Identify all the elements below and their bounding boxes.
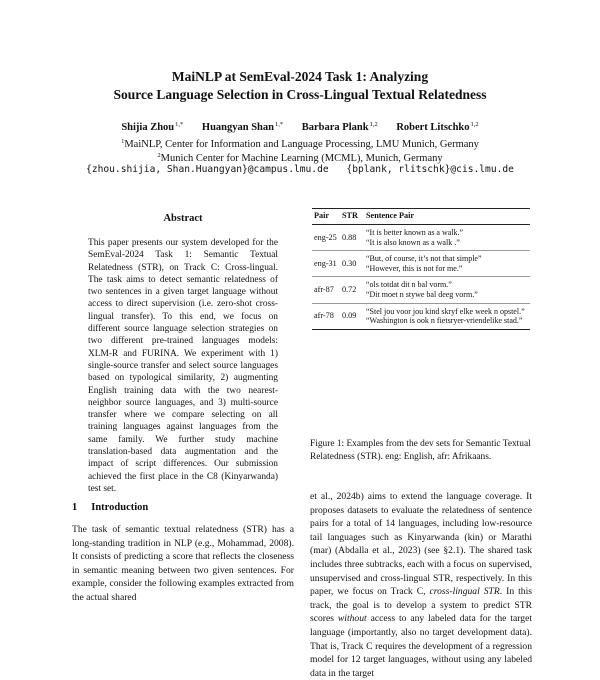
section-heading: 1 Introduction <box>72 502 149 513</box>
table-row: afr-78 0.09 “Stel jou voor jou kind skryf elke week n opstel.” “Washington is ook n fietsryer-vriendelike stad.” <box>312 303 530 329</box>
body-text-right: et al., 2024b) aims to extend the language coverage. It proposes datasets to evaluate the relatedness of sentence pairs for a total of 14 languages, including low-resource tail languages such as Kinyarwanda (kin) or Marathi (mar) (Abdalla et al., 2023) (see §2.1). The shared task includes three subtracks, each with a focus on supervised, unsupervised and cross-lingual STR, respectively. In this paper, we focus on Track C, cross-lingual STR. In this track, the goal is to develop a system to predict STR scores without access to any labeled data for the target language (importantly, also no target development data). That is, Track C requires the development of a regression model for 12 target languages, without using any labeled data in the target <box>310 491 532 679</box>
title-line-2: Source Language Selection in Cross-Lingual Textual Relatedness <box>113 87 487 102</box>
column-header-pair: Pair <box>312 209 340 225</box>
affiliation-2: $^2$Munich Center for Machine Learning (MCML), Munich, Germany <box>157 152 443 164</box>
intro-text: The task of semantic textual relatedness (STR) has a long-standing tradition in NLP (e.g., Mohammad, 2008). It consists of predicting a score that reflects the closeness in semantic meaning between two given sentences. For example, consider the following examples extracted from the actual shared <box>72 524 294 603</box>
paper-title <box>0 68 600 104</box>
abstract-text: This paper presents our system developed for the SemEval-2024 Task 1: Semantic Textual Relatedness (STR), on Track C: Cross-lingual. The task aims to detect semantic relatedness of two sentences in a given target language without access to direct supervision (i.e. zero-shot cross-lingual transfer). To this end, we focus on different source language selection strategies on two different pre-trained languages models: XLM-R and FURINA. We experiment with 1) single-source transfer and select source languages based on typological similarity, 2) augmenting English training data with the two nearest-neighbor source languages, and 3) multi-source transfer where we compare selecting on all training languages against languages from the same family. We further study machine translation-based data augmentation and the impact of script differences. Our submission achieved the first place in the C8 (Kinyarwanda) test set. <box>88 238 278 494</box>
author: Huangyan Shan$^{1,*}$ <box>201 121 284 133</box>
figure-caption: Figure 1: Examples from the dev sets for Semantic Textual Relatedness (STR). eng: English, afr: Afrikaans. <box>310 439 531 462</box>
email-line[interactable]: {zhou.shijia, Shan.Huangyan}@campus.lmu.de <box>86 164 329 175</box>
figure-table <box>312 208 530 330</box>
title-line-1: MaiNLP at SemEval-2024 Task 1: Analyzing <box>171 69 429 84</box>
affiliation-1: $^1$MaiNLP, Center for Information and Language Processing, LMU Munich, Germany <box>121 138 479 150</box>
author-list <box>0 118 600 135</box>
table-row: eng-25 0.88 “It is better known as a walk.” “It is also known as a walk .” <box>312 225 530 251</box>
abstract-heading: Abstract <box>163 213 203 224</box>
author-emails <box>0 163 600 177</box>
author: Robert Litschko$^{1,2}$ <box>396 121 479 133</box>
table-row: afr-87 0.72 “ols totdat dit n bal vorm.” “Dit moet n stywe bal deeg vorm.” <box>312 277 530 303</box>
column-header-str: STR <box>340 209 364 225</box>
email-line[interactable]: {bplank, rlitschk}@cis.lmu.de <box>346 164 514 175</box>
column-header-sentence: Sentence Pair <box>364 209 530 225</box>
table-row: eng-31 0.30 “But, of course, it’s not that simple” “However, this is not for me.” <box>312 251 530 277</box>
author: Shijia Zhou$^{1,*}$ <box>121 121 184 133</box>
author: Barbara Plank$^{1,2}$ <box>301 121 378 133</box>
